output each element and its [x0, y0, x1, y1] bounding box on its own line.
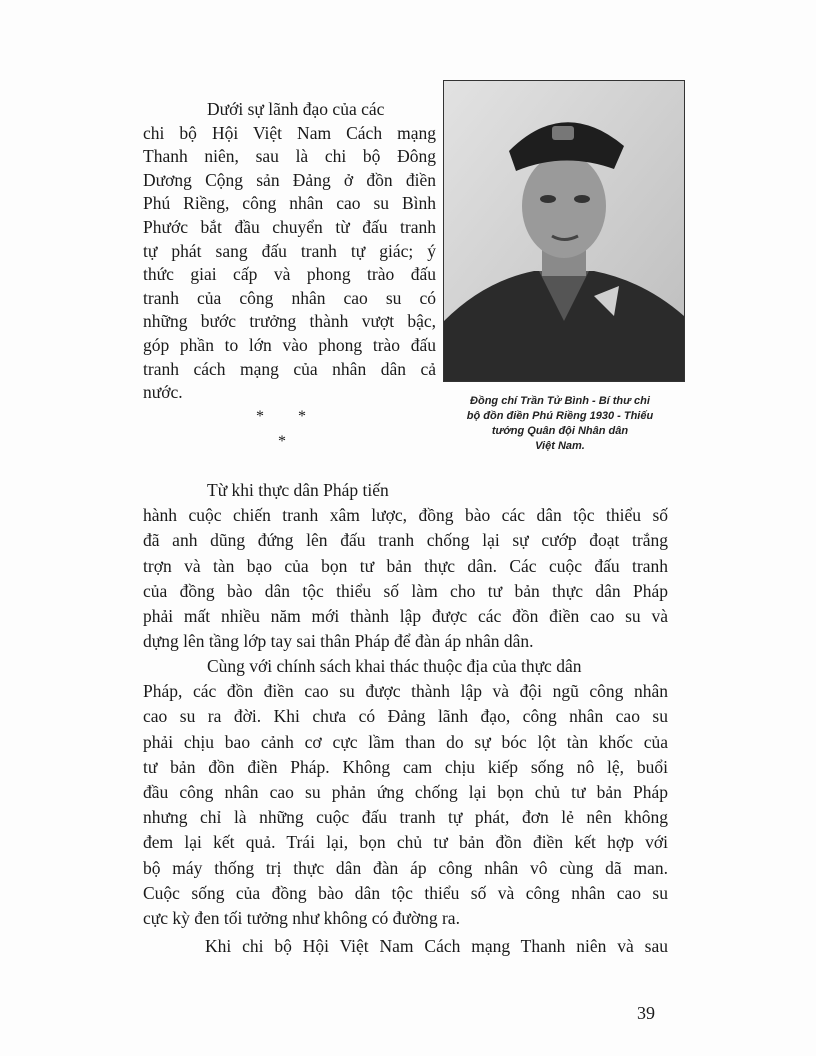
text-line: thức giai cấp và phong trào đấu	[143, 264, 436, 285]
photo-caption	[425, 394, 695, 454]
intro-paragraph	[143, 98, 436, 405]
text-line: tranh của công nhân cao su có	[143, 287, 436, 308]
paragraph-4	[205, 935, 668, 959]
text-line: Dương Cộng sản Đảng ở đồn điền	[143, 169, 436, 190]
text-line: Phú Riềng, công nhân cao su Bình	[143, 193, 436, 214]
paragraph-3	[143, 654, 668, 931]
text-line: Khi chi bộ Hội Việt Nam Cách mạng Thanh niên và sau	[205, 936, 668, 956]
text-line: những bước trưởng thành vượt bậc,	[143, 311, 436, 332]
text-line: tự phát sang đấu tranh tự giác; ý	[143, 240, 436, 261]
text-line: đầu công nhân cao su phản ứng chống lại bọn chủ tư bản Pháp	[143, 781, 668, 802]
caption-line: Đồng chí Trần Tử Bình - Bí thư chi	[470, 395, 650, 407]
text-line: tranh cách mạng của nhân dân cả	[143, 358, 436, 379]
separator-star: *	[278, 433, 286, 450]
separator-star: *	[256, 408, 264, 425]
page-number: 39	[637, 1003, 655, 1023]
text-line: Phước bắt đầu chuyển từ đấu tranh	[143, 216, 436, 237]
portrait-photo	[443, 80, 685, 382]
caption-line: bộ đồn điền Phú Riềng 1930 - Thiếu	[466, 410, 654, 422]
text-line: bộ máy thống trị thực dân đàn áp công nhân vô cùng dã man.	[143, 857, 668, 878]
caption-line: Việt Nam.	[535, 440, 585, 452]
text-line: tư bản đồn điền Pháp. Không cam chịu kiếp sống nô lệ, buổi	[143, 756, 668, 777]
paragraph-2	[143, 478, 668, 654]
text-line: cao su ra đời. Khi chưa có Đảng lãnh đạo, công nhân cao su	[143, 706, 668, 727]
text-line: hành cuộc chiến tranh xâm lược, đồng bào các dân tộc thiểu số	[143, 505, 668, 526]
text-line: đã anh dũng đứng lên đấu tranh chống lại sự cướp đoạt trắng	[143, 530, 668, 551]
text-line: phải mất nhiều năm mới thành lập được các đồn điền cao su và	[143, 605, 668, 626]
text-line: nhưng chỉ là những cuộc đấu tranh tự phát, đơn lẻ nên không	[143, 807, 668, 828]
caption-line: tướng Quân đội Nhân dân	[491, 425, 629, 437]
text-line: nước.	[143, 382, 183, 403]
text-line: Cùng với chính sách khai thác thuộc địa của thực dân	[207, 656, 582, 676]
text-line: Cuộc sống của đồng bào dân tộc thiểu số và công nhân cao su	[143, 882, 668, 903]
text-line: đem lại kết quả. Trái lại, bọn chủ tư bản đồn điền kết hợp với	[143, 832, 668, 853]
text-line: Dưới sự lãnh đạo của các	[207, 99, 385, 119]
text-line: của đồng bào dân tộc thiểu số làm cho tư bản thực dân Pháp	[143, 580, 668, 601]
text-line: trợn và tàn bạo của bọn tư bản thực dân. Các cuộc đấu tranh	[143, 555, 668, 576]
text-line: góp phần to lớn vào phong trào đấu	[143, 334, 436, 355]
portrait-image	[444, 81, 684, 381]
text-line: Từ khi thực dân Pháp tiến	[207, 480, 389, 500]
text-line: Thanh niên, sau là chi bộ Đông	[143, 146, 436, 167]
text-line: dựng lên tầng lớp tay sai thân Pháp để đàn áp nhân dân.	[143, 631, 534, 652]
text-line: Pháp, các đồn điền cao su được thành lập và đội ngũ công nhân	[143, 681, 668, 702]
text-line: phải chịu bao cảnh cơ cực lầm than do sự bóc lột tàn khốc của	[143, 731, 668, 752]
text-line: cực kỳ đen tối tưởng như không có đường ra.	[143, 907, 460, 928]
separator-star: *	[298, 408, 306, 425]
text-line: chi bộ Hội Việt Nam Cách mạng	[143, 122, 436, 143]
